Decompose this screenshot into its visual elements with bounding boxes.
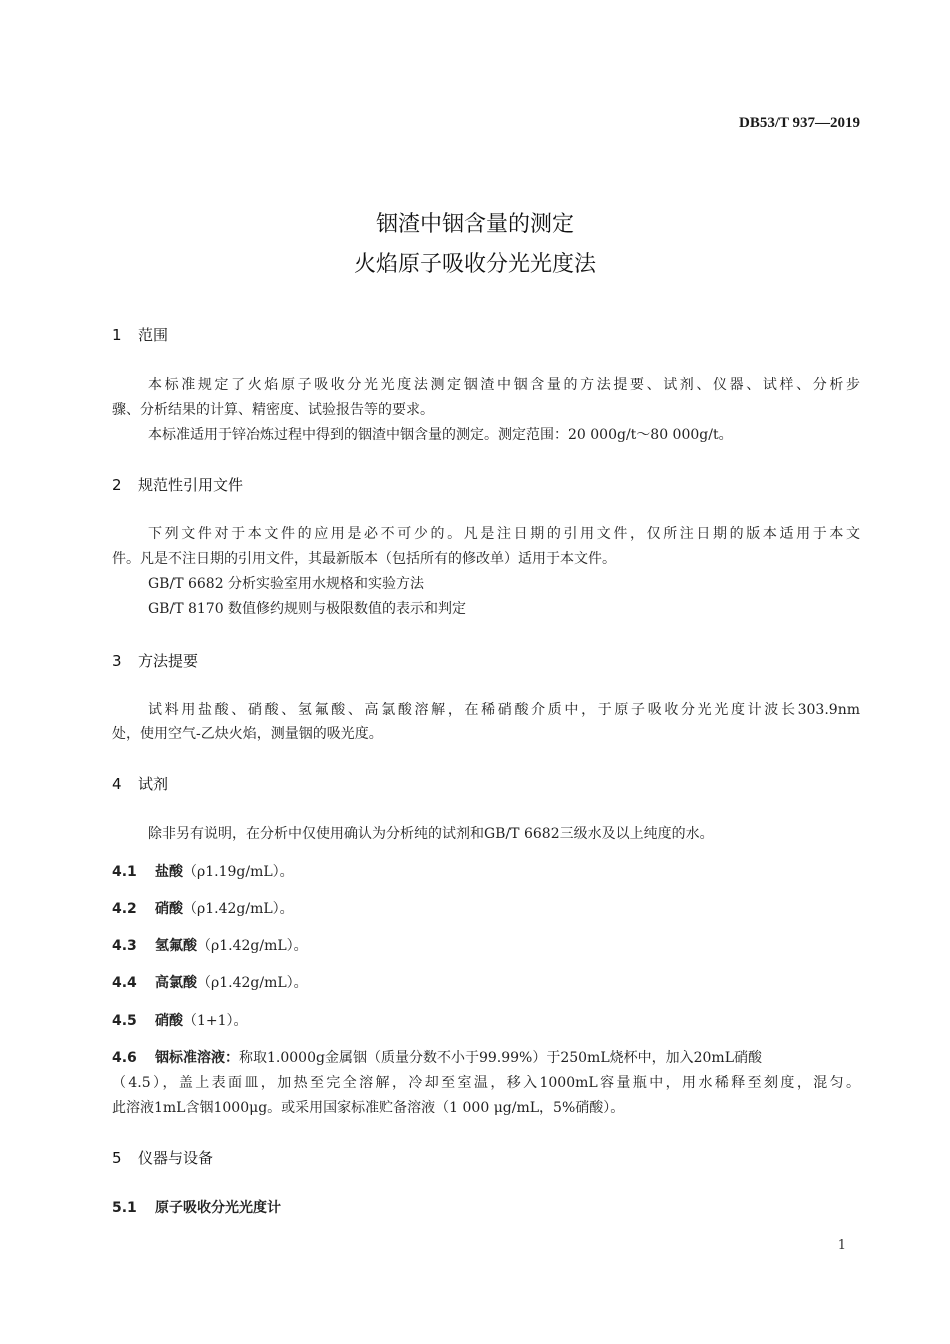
- section-5-heading: [112, 1147, 213, 1168]
- section-number: 5: [112, 1149, 122, 1167]
- section-3-paragraph-line-1: 试料用盐酸、硝酸、氢氟酸、高氯酸溶解，在稀硝酸介质中，于原子吸收分光光度计波长303.9nm: [148, 702, 860, 718]
- item-name: 氢氟酸: [155, 938, 197, 954]
- item-number: 5.1: [112, 1200, 137, 1216]
- reagent-item: [112, 861, 294, 881]
- page-number: 1: [837, 1238, 846, 1253]
- item-number: 4.3: [112, 938, 137, 954]
- item-name: 高氯酸: [155, 975, 197, 991]
- item-text: （ρ1.42g/mL）。: [197, 938, 308, 954]
- section-title: 方法提要: [138, 652, 199, 670]
- reagent-item: [112, 935, 308, 955]
- reagent-item: [112, 1010, 248, 1030]
- reagent-item-indium-standard-line-2: （4.5），盖上表面皿，加热至完全溶解，冷却至室温，移入1000mL容量瓶中，用水稀释至刻度，混匀。: [112, 1075, 860, 1091]
- item-name: 盐酸: [155, 864, 183, 880]
- instrument-item: [112, 1197, 281, 1217]
- reagent-item-indium-standard: [112, 1047, 762, 1067]
- section-number: 2: [112, 476, 122, 494]
- item-text-line-1: 称取1.0000g金属铟（质量分数不小于99.99%）于250mL烧杯中，加入20mL硝酸: [239, 1050, 763, 1066]
- item-text: （ρ1.42g/mL）。: [197, 975, 308, 991]
- section-1-paragraph-1-line-1: 本标准规定了火焰原子吸收分光光度法测定铟渣中铟含量的方法提要、试剂、仪器、试样、分析步: [148, 377, 860, 393]
- section-title: 规范性引用文件: [138, 476, 244, 494]
- reagent-item-indium-standard-line-3: 此溶液1mL含铟1000μg。或采用国家标准贮备溶液（1 000 μg/mL，5%硝酸）。: [112, 1100, 625, 1116]
- item-text: （ρ1.42g/mL）。: [183, 901, 294, 917]
- document-title-line2: 火焰原子吸收分光光度法: [353, 252, 596, 277]
- item-number: 4.6: [112, 1050, 137, 1066]
- item-number: 4.2: [112, 901, 137, 917]
- section-3-heading: [112, 650, 198, 671]
- section-1-heading: [112, 324, 168, 345]
- item-text: （ρ1.19g/mL）。: [183, 864, 294, 880]
- section-number: 4: [112, 775, 122, 793]
- section-4-intro: 除非另有说明，在分析中仅使用确认为分析纯的试剂和GB/T 6682三级水及以上纯度的水。: [148, 826, 714, 842]
- section-number: 1: [112, 326, 122, 344]
- section-number: 3: [112, 652, 122, 670]
- item-number: 4.4: [112, 975, 137, 991]
- reagent-item: [112, 972, 308, 992]
- section-2-paragraph-1-line-2: 件。凡是不注日期的引用文件，其最新版本（包括所有的修改单）适用于本文件。: [112, 551, 616, 567]
- section-1-paragraph-1-line-2: 骤、分析结果的计算、精密度、试验报告等的要求。: [112, 402, 434, 418]
- reagent-item: [112, 898, 294, 918]
- item-text: （1+1）。: [183, 1013, 248, 1029]
- section-2-paragraph-1-line-1: 下列文件对于本文件的应用是必不可少的。凡是注日期的引用文件，仅所注日期的版本适用于本文: [148, 526, 860, 542]
- item-name: 铟标准溶液：: [155, 1050, 239, 1066]
- document-title-line1: 铟渣中铟含量的测定: [375, 212, 574, 237]
- normative-reference-1: GB/T 6682 分析实验室用水规格和实验方法: [148, 576, 425, 592]
- item-name: 硝酸: [155, 901, 183, 917]
- normative-reference-2: GB/T 8170 数值修约规则与极限数值的表示和判定: [148, 601, 467, 617]
- item-name: 硝酸: [155, 1013, 183, 1029]
- section-title: 仪器与设备: [138, 1149, 214, 1167]
- section-1-paragraph-2: 本标准适用于锌冶炼过程中得到的铟渣中铟含量的测定。测定范围：20 000g/t～80 000g/t。: [148, 427, 733, 443]
- section-title: 试剂: [138, 775, 169, 793]
- section-title: 范围: [138, 326, 169, 344]
- section-2-heading: [112, 474, 243, 495]
- item-number: 4.5: [112, 1013, 137, 1029]
- item-name: 原子吸收分光光度计: [155, 1200, 281, 1216]
- standard-code: DB53/T 937—2019: [739, 115, 860, 131]
- section-4-heading: [112, 773, 168, 794]
- item-number: 4.1: [112, 864, 137, 880]
- section-3-paragraph-line-2: 处，使用空气-乙炔火焰，测量铟的吸光度。: [112, 726, 383, 742]
